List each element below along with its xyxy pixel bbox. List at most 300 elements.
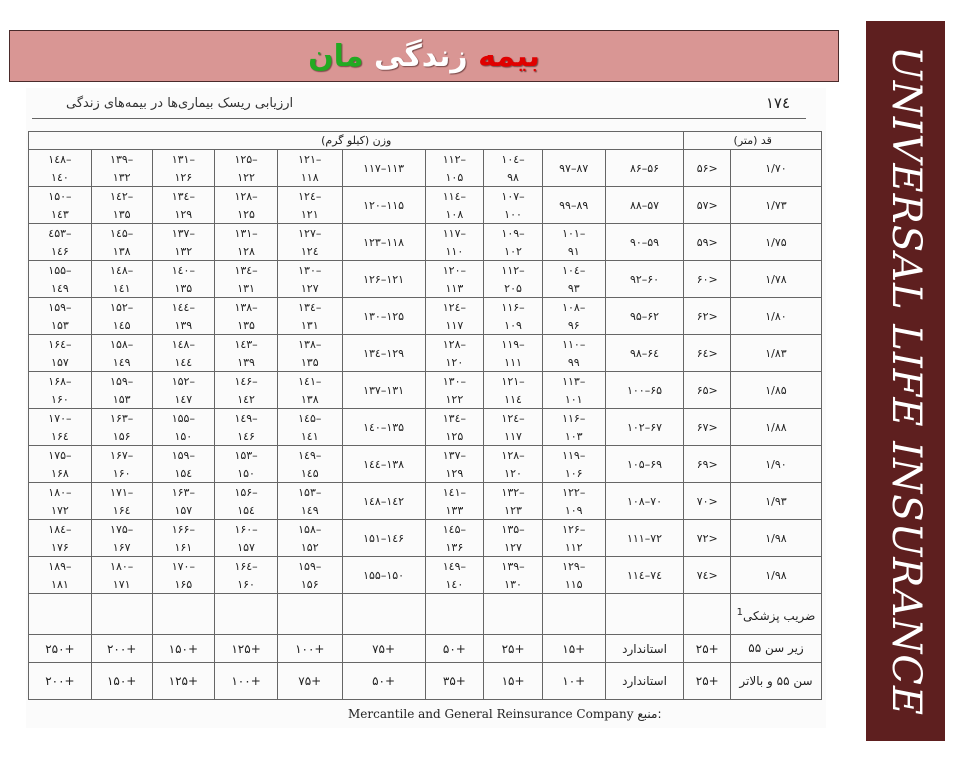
weight-cell bbox=[152, 261, 215, 298]
weight-range-line: –۱۳۹ bbox=[110, 152, 134, 166]
weight-cell bbox=[152, 372, 215, 409]
weight-range-line: ۱٤۶ bbox=[237, 429, 255, 443]
weight-range-line: ۸۹–۹۹ bbox=[559, 198, 589, 212]
weight-range-line: –۱۲۵ bbox=[234, 152, 258, 166]
surcharge-cell: +۱۰ bbox=[542, 663, 605, 700]
weight-range-line: –۱۳۷ bbox=[442, 448, 466, 462]
weight-range-line: ۱۳۲ bbox=[112, 170, 131, 184]
weight-range bbox=[29, 261, 91, 297]
weight-range-line: ۱۱۳ bbox=[445, 281, 464, 295]
weight-cell bbox=[425, 520, 484, 557]
weight-cell: ۶۹–۱۰۵ bbox=[605, 446, 684, 483]
weight-cell bbox=[342, 372, 425, 409]
weight-cell: ۵۷–۸۸ bbox=[605, 187, 684, 224]
weight-cell bbox=[29, 261, 92, 298]
weight-cell bbox=[342, 483, 425, 520]
surcharge-cell: +۲۵ bbox=[684, 635, 731, 663]
weight-range bbox=[278, 187, 342, 223]
weight-range-line: ۱۲۱–۱۲۶ bbox=[363, 272, 405, 286]
weight-range-line: ۱۳۹ bbox=[237, 355, 255, 369]
weight-range-line: –۱٤۰ bbox=[171, 263, 195, 277]
weight-range-line: –۱۰٤ bbox=[562, 263, 586, 277]
height-cell: ۱/۹۳ bbox=[730, 483, 821, 520]
weight-cell bbox=[425, 298, 484, 335]
weight-range-line: –۱۷۵ bbox=[110, 522, 134, 536]
scanned-page bbox=[26, 88, 826, 728]
weight-range-line: ۱۳۸ bbox=[112, 244, 131, 258]
weight-range bbox=[29, 557, 91, 593]
weight-range-line: ۱٤۶–۱۵۱ bbox=[363, 531, 405, 545]
weight-range bbox=[343, 372, 425, 408]
weight-range-line: ۱۱۱ bbox=[504, 355, 522, 369]
weight-range bbox=[543, 261, 605, 297]
weight-range-line: –۱۱٤ bbox=[442, 189, 466, 203]
weight-range-line: ۱٤۶ bbox=[51, 244, 69, 258]
weight-cell bbox=[215, 409, 278, 446]
height-cell: ۱/۸۸ bbox=[730, 409, 821, 446]
weight-range-line: –۱۳٤ bbox=[442, 411, 466, 425]
weight-range bbox=[484, 557, 542, 593]
table-row bbox=[29, 261, 822, 298]
weight-cell: ۷۲–۱۱۱ bbox=[605, 520, 684, 557]
weight-range-line: –۱۲۸ bbox=[442, 337, 466, 351]
weight-range-line: ۱۵۰ bbox=[237, 466, 255, 480]
table-header-row bbox=[29, 132, 822, 150]
weight-cell bbox=[425, 224, 484, 261]
page-number: ۱۷٤ bbox=[765, 94, 790, 112]
weight-cell bbox=[215, 298, 278, 335]
weight-range-line: –۱۸٤ bbox=[48, 522, 72, 536]
empty-cell bbox=[91, 594, 152, 635]
weight-range-line: ۱۰۳ bbox=[564, 429, 583, 443]
weight-range bbox=[92, 446, 152, 482]
weight-range-line: ۱٤٤ bbox=[174, 355, 193, 369]
weight-cell bbox=[542, 483, 605, 520]
empty-cell bbox=[542, 594, 605, 635]
weight-cell bbox=[215, 520, 278, 557]
weight-range bbox=[543, 557, 605, 593]
weight-range-line: ۱۵٤ bbox=[237, 503, 255, 517]
weight-range-line: ۱۱۵ bbox=[564, 577, 583, 591]
weight-cell bbox=[542, 409, 605, 446]
weight-range-line: –۱۷۵ bbox=[48, 448, 72, 462]
weight-range bbox=[92, 224, 152, 260]
weight-cell bbox=[542, 150, 605, 187]
weight-range-line: –۱۵۹ bbox=[298, 559, 322, 573]
weight-range-line: ۱۲۷ bbox=[504, 540, 522, 554]
weight-range bbox=[426, 187, 484, 223]
weight-range-line: ۱۲۶ bbox=[174, 170, 193, 184]
weight-range-line: ۱۲۹–۱۳٤ bbox=[363, 346, 405, 360]
weight-range-line: ۱٤۹ bbox=[300, 503, 319, 517]
weight-range bbox=[426, 409, 484, 445]
weight-range-line: –۱۷۰ bbox=[171, 559, 195, 573]
surcharge-cell: +۳۵ bbox=[425, 663, 484, 700]
weight-range-line: –۱۵۶ bbox=[234, 485, 258, 499]
weight-height-table bbox=[28, 131, 822, 700]
weight-range bbox=[484, 150, 542, 186]
weight-cell: <۶۰ bbox=[684, 261, 731, 298]
surcharge-cell: استاندارد bbox=[605, 663, 684, 700]
title-word-1: بیمه bbox=[478, 38, 540, 74]
weight-range bbox=[278, 261, 342, 297]
weight-cell bbox=[277, 261, 342, 298]
surcharge-cell: +۷۵ bbox=[277, 663, 342, 700]
weight-range-line: ۱۵۲ bbox=[300, 540, 319, 554]
weight-cell: <۷٤ bbox=[684, 557, 731, 594]
weight-range bbox=[215, 557, 277, 593]
weight-cell bbox=[484, 446, 543, 483]
weight-range-line: ۱٤۰ bbox=[51, 170, 69, 184]
weight-range bbox=[484, 372, 542, 408]
weight-cell bbox=[277, 557, 342, 594]
weight-range bbox=[343, 187, 425, 223]
weight-range bbox=[92, 335, 152, 371]
weight-range-line: ۸۷–۹۷ bbox=[559, 161, 589, 175]
weight-cell: <۷۲ bbox=[684, 520, 731, 557]
weight-cell bbox=[152, 557, 215, 594]
weight-range-line: –۱۲۸ bbox=[501, 448, 525, 462]
weight-range-line: ۱۳۵ bbox=[300, 355, 319, 369]
weight-range-line: –۱۰٤ bbox=[501, 152, 525, 166]
empty-cell bbox=[605, 594, 684, 635]
weight-range-line: –۱۱۹ bbox=[501, 337, 525, 351]
surcharge-row bbox=[29, 663, 822, 700]
weight-range-line: ۱۲۵ bbox=[445, 429, 464, 443]
weight-range-line: ۱۲۵–۱۳۰ bbox=[363, 309, 405, 323]
weight-range-line: –۱۵۸ bbox=[110, 337, 134, 351]
weight-cell: <۶٤ bbox=[684, 335, 731, 372]
height-cell: ۱/۹۰ bbox=[730, 446, 821, 483]
empty-cell bbox=[684, 594, 731, 635]
weight-range bbox=[278, 557, 342, 593]
table-row bbox=[29, 483, 822, 520]
weight-range bbox=[92, 520, 152, 556]
weight-range-line: –۱٤۱ bbox=[298, 374, 322, 388]
weight-range-line: –۱۵۳ bbox=[234, 448, 258, 462]
weight-cell: ۷۰–۱۰۸ bbox=[605, 483, 684, 520]
weight-header: وزن (کیلو گرم) bbox=[29, 132, 684, 150]
weight-range-line: ۱۰۹ bbox=[504, 318, 522, 332]
weight-range-line: ۱۷۲ bbox=[51, 503, 69, 517]
weight-range-line: ۱۰۸ bbox=[445, 207, 464, 221]
weight-cell bbox=[277, 150, 342, 187]
weight-range-line: ۱۲۵ bbox=[237, 207, 255, 221]
weight-cell: <۵۶ bbox=[684, 150, 731, 187]
weight-range-line: –۱۸۰ bbox=[110, 559, 134, 573]
weight-range bbox=[426, 261, 484, 297]
weight-range-line: ۹۳ bbox=[567, 281, 580, 295]
weight-range-line: ۱۳۵–۱٤۰ bbox=[363, 420, 405, 434]
weight-range-line: –۱۳۵ bbox=[501, 522, 525, 536]
weight-range bbox=[343, 557, 425, 593]
weight-range bbox=[29, 298, 91, 334]
weight-cell: <۵۷ bbox=[684, 187, 731, 224]
weight-cell bbox=[342, 446, 425, 483]
weight-range-line: ۱۳۵ bbox=[112, 207, 131, 221]
weight-range bbox=[29, 224, 91, 260]
weight-cell bbox=[215, 446, 278, 483]
surcharge-cell: +۲۵ bbox=[484, 635, 543, 663]
weight-cell bbox=[152, 150, 215, 187]
weight-cell bbox=[425, 557, 484, 594]
weight-range bbox=[343, 261, 425, 297]
weight-range-line: –۱٤۶ bbox=[234, 374, 258, 388]
height-cell: ۱/۷۰ bbox=[730, 150, 821, 187]
weight-range-line: ۱۵۰–۱۵۵ bbox=[363, 568, 405, 582]
weight-range bbox=[484, 446, 542, 482]
weight-cell: ۷٤–۱۱٤ bbox=[605, 557, 684, 594]
weight-range-line: –۱۲٤ bbox=[298, 189, 322, 203]
page-header: ارزیابی ریسک بیماری‌ها در بیمه‌های زندگی bbox=[66, 96, 294, 111]
page-title bbox=[308, 39, 540, 74]
weight-range bbox=[543, 446, 605, 482]
empty-cell bbox=[484, 594, 543, 635]
weight-range bbox=[92, 187, 152, 223]
table-row bbox=[29, 372, 822, 409]
surcharge-label: زیر سن ۵۵ bbox=[730, 635, 821, 663]
weight-range-line: ۱٤۹ bbox=[51, 281, 69, 295]
weight-range-line: –۱٤۱ bbox=[442, 485, 466, 499]
weight-cell bbox=[542, 187, 605, 224]
weight-range-line: ۹۶ bbox=[567, 318, 580, 332]
weight-range-line: –۱٤۲ bbox=[110, 189, 134, 203]
weight-range-line: ۱۶۰ bbox=[112, 466, 131, 480]
weight-range bbox=[153, 261, 215, 297]
surcharge-cell: +۱۲۵ bbox=[152, 663, 215, 700]
weight-range bbox=[92, 372, 152, 408]
weight-range-line: ۱٤۳ bbox=[51, 207, 69, 221]
weight-cell bbox=[91, 446, 152, 483]
weight-range-line: ۱۳۶ bbox=[445, 540, 464, 554]
weight-cell bbox=[29, 298, 92, 335]
height-cell: ۱/۹۸ bbox=[730, 520, 821, 557]
weight-cell bbox=[29, 150, 92, 187]
weight-range bbox=[153, 557, 215, 593]
title-bar bbox=[9, 30, 839, 82]
weight-cell bbox=[425, 409, 484, 446]
weight-cell bbox=[484, 520, 543, 557]
weight-range-line: –۱۲۹ bbox=[562, 559, 586, 573]
weight-cell bbox=[484, 298, 543, 335]
weight-range-line: –۱۳۸ bbox=[298, 337, 322, 351]
weight-range bbox=[92, 409, 152, 445]
surcharge-cell: +۱۵ bbox=[484, 663, 543, 700]
weight-cell bbox=[484, 150, 543, 187]
weight-range bbox=[153, 224, 215, 260]
weight-range-line: –۱۵۹ bbox=[48, 300, 72, 314]
weight-cell bbox=[215, 483, 278, 520]
weight-range-line: –۱٤۵ bbox=[110, 226, 134, 240]
weight-range bbox=[543, 224, 605, 260]
weight-range-line: –۱۷۰ bbox=[48, 411, 72, 425]
weight-range bbox=[278, 298, 342, 334]
weight-range-line: –۱۵۵ bbox=[48, 263, 72, 277]
weight-cell bbox=[152, 298, 215, 335]
side-banner-text: UNIVERSAL LIFE INSURANCE bbox=[882, 45, 929, 717]
weight-range bbox=[543, 150, 605, 186]
weight-range-line: –۱۱۶ bbox=[501, 300, 525, 314]
weight-range-line: ۱۶۱ bbox=[174, 540, 193, 554]
weight-cell bbox=[277, 409, 342, 446]
weight-cell: ۶۵–۱۰۰ bbox=[605, 372, 684, 409]
weight-range-line: –۱۰۱ bbox=[562, 226, 586, 240]
weight-range bbox=[426, 150, 484, 186]
table-row bbox=[29, 187, 822, 224]
weight-range-line: –۱٤٤ bbox=[171, 300, 195, 314]
empty-cell bbox=[29, 594, 92, 635]
weight-range-line: –۱٤۳ bbox=[234, 337, 258, 351]
weight-range-line: –۱۱۲ bbox=[501, 263, 525, 277]
weight-range-line: ۱۳۳ bbox=[445, 503, 464, 517]
weight-range bbox=[426, 335, 484, 371]
weight-range-line: –۱۲۱ bbox=[298, 152, 322, 166]
weight-cell bbox=[342, 335, 425, 372]
weight-range bbox=[215, 409, 277, 445]
weight-range-line: –۱۱۷ bbox=[442, 226, 466, 240]
table-row bbox=[29, 335, 822, 372]
weight-range-line: ۱۳۲ bbox=[174, 244, 193, 258]
surcharge-label: سن ۵۵ و بالاتر bbox=[730, 663, 821, 700]
weight-range bbox=[278, 520, 342, 556]
weight-range-line: ۱٤۱ bbox=[112, 281, 131, 295]
weight-cell bbox=[342, 298, 425, 335]
height-cell: ۱/۸۵ bbox=[730, 372, 821, 409]
surcharge-cell: +۲۵ bbox=[684, 663, 731, 700]
weight-range-line: ۱۳۱–۱۳۷ bbox=[363, 383, 405, 397]
weight-range bbox=[543, 187, 605, 223]
weight-range-line: –۱٤۹ bbox=[442, 559, 466, 573]
weight-range bbox=[92, 557, 152, 593]
header-rule bbox=[32, 118, 806, 119]
weight-range-line: –۱۳۱ bbox=[234, 226, 258, 240]
source-company: Mercantile and General Reinsurance Company bbox=[348, 707, 634, 721]
weight-range bbox=[92, 150, 152, 186]
weight-cell bbox=[484, 261, 543, 298]
weight-range bbox=[29, 372, 91, 408]
weight-range bbox=[426, 483, 484, 519]
weight-range-line: –۱۶٤ bbox=[48, 337, 72, 351]
weight-range bbox=[92, 483, 152, 519]
weight-range-line: ۱۲۷ bbox=[300, 281, 319, 295]
weight-range bbox=[29, 446, 91, 482]
weight-cell bbox=[277, 224, 342, 261]
weight-range-line: –۱۲۲ bbox=[562, 485, 586, 499]
weight-range-line: –۱۵۵ bbox=[171, 411, 195, 425]
weight-cell bbox=[277, 187, 342, 224]
weight-cell bbox=[425, 335, 484, 372]
surcharge-cell: +۱۲۵ bbox=[215, 635, 278, 663]
weight-range bbox=[343, 298, 425, 334]
weight-cell bbox=[342, 409, 425, 446]
weight-cell bbox=[425, 150, 484, 187]
weight-range-line: –۱۳۰ bbox=[442, 374, 466, 388]
weight-range-line: ۱۱۷ bbox=[445, 318, 464, 332]
weight-cell bbox=[484, 187, 543, 224]
weight-range-line: ۱۱۸–۱۲۳ bbox=[363, 235, 405, 249]
weight-cell bbox=[542, 446, 605, 483]
weight-range bbox=[426, 446, 484, 482]
weight-range-line: –۱۵۲ bbox=[171, 374, 195, 388]
weight-cell bbox=[425, 483, 484, 520]
medical-factor-row bbox=[29, 594, 822, 635]
weight-range bbox=[484, 335, 542, 371]
surcharge-cell: +۱۰۰ bbox=[277, 635, 342, 663]
weight-cell bbox=[277, 335, 342, 372]
weight-cell bbox=[29, 446, 92, 483]
weight-range-line: –۱۶۳ bbox=[110, 411, 134, 425]
weight-cell bbox=[277, 520, 342, 557]
weight-range bbox=[29, 187, 91, 223]
weight-range bbox=[343, 409, 425, 445]
weight-range bbox=[484, 520, 542, 556]
weight-cell bbox=[542, 372, 605, 409]
weight-range-line: ۱۳۱ bbox=[300, 318, 319, 332]
weight-range-line: ۱۱۸ bbox=[300, 170, 319, 184]
weight-range bbox=[484, 224, 542, 260]
weight-cell bbox=[215, 224, 278, 261]
side-banner bbox=[866, 21, 945, 741]
medical-factor-text: ضریب پزشکی bbox=[742, 608, 816, 623]
weight-range bbox=[153, 520, 215, 556]
weight-range bbox=[29, 520, 91, 556]
weight-cell bbox=[29, 557, 92, 594]
table-row bbox=[29, 446, 822, 483]
table-row bbox=[29, 224, 822, 261]
weight-range bbox=[484, 483, 542, 519]
surcharge-cell: +۲۵۰ bbox=[29, 635, 92, 663]
weight-range bbox=[278, 446, 342, 482]
weight-range-line: ۱۳۵ bbox=[174, 281, 193, 295]
weight-range bbox=[215, 150, 277, 186]
weight-cell bbox=[542, 261, 605, 298]
weight-range bbox=[215, 446, 277, 482]
weight-range-line: ۱۵۰ bbox=[174, 429, 193, 443]
weight-range-line: ۱۲۲ bbox=[445, 392, 464, 406]
weight-range-line: –۱۳٤ bbox=[298, 300, 322, 314]
surcharge-cell: +۲۰۰ bbox=[91, 635, 152, 663]
weight-cell bbox=[91, 298, 152, 335]
surcharge-cell: +۱۵۰ bbox=[91, 663, 152, 700]
empty-cell bbox=[277, 594, 342, 635]
weight-cell bbox=[215, 150, 278, 187]
weight-range-line: ۱۲۹ bbox=[445, 466, 464, 480]
weight-range-line: –۱۳۲ bbox=[501, 485, 525, 499]
surcharge-cell: +۱۰۰ bbox=[215, 663, 278, 700]
surcharge-cell: +۵۰ bbox=[342, 663, 425, 700]
weight-range-line: –۱۵۲ bbox=[110, 300, 134, 314]
weight-range-line: ۱۶٤ bbox=[112, 503, 131, 517]
weight-cell bbox=[215, 187, 278, 224]
weight-range bbox=[426, 557, 484, 593]
weight-range bbox=[278, 150, 342, 186]
weight-cell bbox=[91, 372, 152, 409]
weight-range-line: ۱۰۰ bbox=[504, 207, 522, 221]
weight-cell bbox=[91, 483, 152, 520]
weight-range bbox=[29, 150, 91, 186]
weight-range bbox=[153, 150, 215, 186]
weight-range-line: –۱۲۸ bbox=[234, 189, 258, 203]
weight-range bbox=[278, 335, 342, 371]
weight-range-line: ۱۵۶ bbox=[112, 429, 131, 443]
weight-range bbox=[426, 224, 484, 260]
weight-range-line: –۱۱۰ bbox=[562, 337, 586, 351]
weight-cell bbox=[277, 446, 342, 483]
weight-cell bbox=[425, 187, 484, 224]
weight-range-line: ۱۲۸ bbox=[237, 244, 255, 258]
weight-cell bbox=[152, 224, 215, 261]
weight-range bbox=[29, 335, 91, 371]
